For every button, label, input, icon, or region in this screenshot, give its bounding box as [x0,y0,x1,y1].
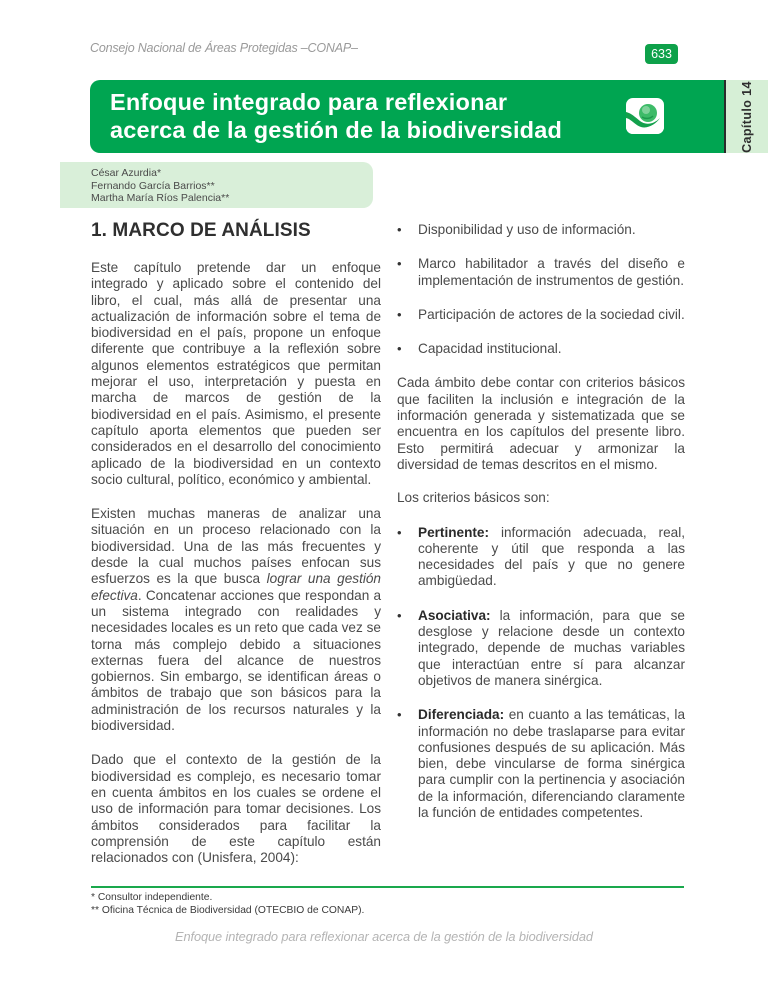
list-item-text: Capacidad institucional. [418,341,562,357]
list-item-text: Disponibilidad y uso de información. [418,222,636,237]
author: César Azurdia* [91,167,162,179]
footnotes [91,892,364,917]
criterion-term: Diferenciada: [418,707,505,723]
running-head: Consejo Nacional de Áreas Protegidas –CONAP– [90,41,358,55]
bullet-icon: • [397,222,402,237]
paragraph [91,506,381,734]
list-item [397,256,685,289]
list-item [397,307,685,323]
left-column [91,220,381,882]
hand-holding-globe-icon [626,98,664,134]
chapter-side-tab [724,80,768,153]
chapter-title-line-2: acerca de la gestión de la biodiversidad [110,117,563,143]
author: Martha María Ríos Palencia** [91,192,230,204]
criterion-item [397,707,685,821]
criterion-term: Pertinente: [418,524,490,540]
list-item [397,222,685,238]
author: Fernando García Barrios** [91,179,215,192]
footnote: * Consultor independiente. [91,892,213,903]
bullet-icon: • [397,341,402,357]
footnote-divider [91,886,684,888]
criterion-text: la información, para que se desglose y relacione desde un contexto integrado, depende de muchas variables que interactúan entre sí para alcanzar objetivos de manera sinérgica. [418,607,685,688]
chapter-title-banner [90,80,724,153]
page-number-badge: 633 [645,44,678,64]
bullet-icon: • [397,306,402,322]
paragraph-text: Existen muchas maneras de analizar una situación en un proceso relacionado con la biodiversidad. Una de las más frecuentes y desde la cual muchos países enfocan sus esfuerzos es la que busca [91,506,381,587]
list-item-text: Marco habilitador a través del diseño e implementación de instrumentos de gestión. [418,256,685,288]
chapter-title [110,88,640,144]
paragraph: Los criterios básicos son: [397,490,550,506]
right-column [397,222,685,837]
bullet-icon: • [397,524,402,540]
criterion-text: en cuanto a las temáticas, la información no debe traslaparse para evitar confusiones después de su aplicación. Más bien, debe vincularse de forma sinérgica para cumplir con la pertinencia y asociación de la información, diferenciando claramente la función de entidades competentes. [418,707,685,821]
footnote: ** Oficina Técnica de Biodiversidad (OTECBIO de CONAP). [91,904,365,916]
running-footer: Enfoque integrado para reflexionar acerca de la gestión de la biodiversidad [175,929,593,944]
criterion-item [397,525,685,590]
criterion-term: Asociativa: [418,607,491,623]
chapter-title-line-1: Enfoque integrado para reflexionar [110,89,508,115]
list-item-text: Participación de actores de la sociedad civil. [418,306,685,322]
paragraph: Cada ámbito debe contar con criterios básicos que faciliten la inclusión e integración de la información generada y sistematizada que se encuentra en los capítulos del presente libro. Esto permitirá adecuar y armonizar la diversidad de temas descritos en el mismo. [397,375,685,472]
bullet-icon: • [397,707,402,723]
paragraph: Este capítulo pretende dar un enfoque integrado y aplicado sobre el contenido del libro, el cual, más allá de presentar una actualización de información sobre el tema de biodiversidad en el país, propone un enfoque diferente que contribuye a la reflexión sobre algunos elementos estratégicos que permitan mejorar el uso, interpretación y puesta en marcha de marcos de gestión de la biodiversidad en el país. Asimismo, el presente capítulo aporta elementos que pueden ser considerados en el desarrollo del conocimiento aplicado de la biodiversidad en un contexto socio cultural, político, económico y ambiental. [91,260,381,487]
emphasis-text: lograr una gestión efectiva [91,571,381,603]
criterion-text: información adecuada, real, coherente y útil que responda a las necesidades del país y que no genere ambigüedad. [418,524,685,589]
paragraph-text: . Concatenar acciones que respondan a un sistema integrado con realidades y necesidades locales es un reto que cada vez se torna más complejo debido a situaciones externas fuera del alcance de nuestros gobiernos. Sin embargo, se identifican áreas o ámbitos de trabajo que son básicos para la administración de los recursos naturales y la biodiversidad. [91,587,381,734]
bullet-icon: • [397,607,402,623]
author-list [60,162,373,208]
paragraph: Dado que el contexto de la gestión de la biodiversidad es complejo, es necesario tomar en cuenta ámbitos en los cuales se ordene el uso de información para tomar decisiones. Los ámbitos considerados para facilitar la comprensión de este capítulo están relacionados con (Unisfera, 2004): [91,752,381,866]
list-item [397,341,685,357]
criterion-item [397,608,685,689]
chapter-tab-label: Capítulo 14 [740,80,754,153]
section-heading: 1. MARCO DE ANÁLISIS [91,220,311,241]
bullet-icon: • [397,256,402,272]
